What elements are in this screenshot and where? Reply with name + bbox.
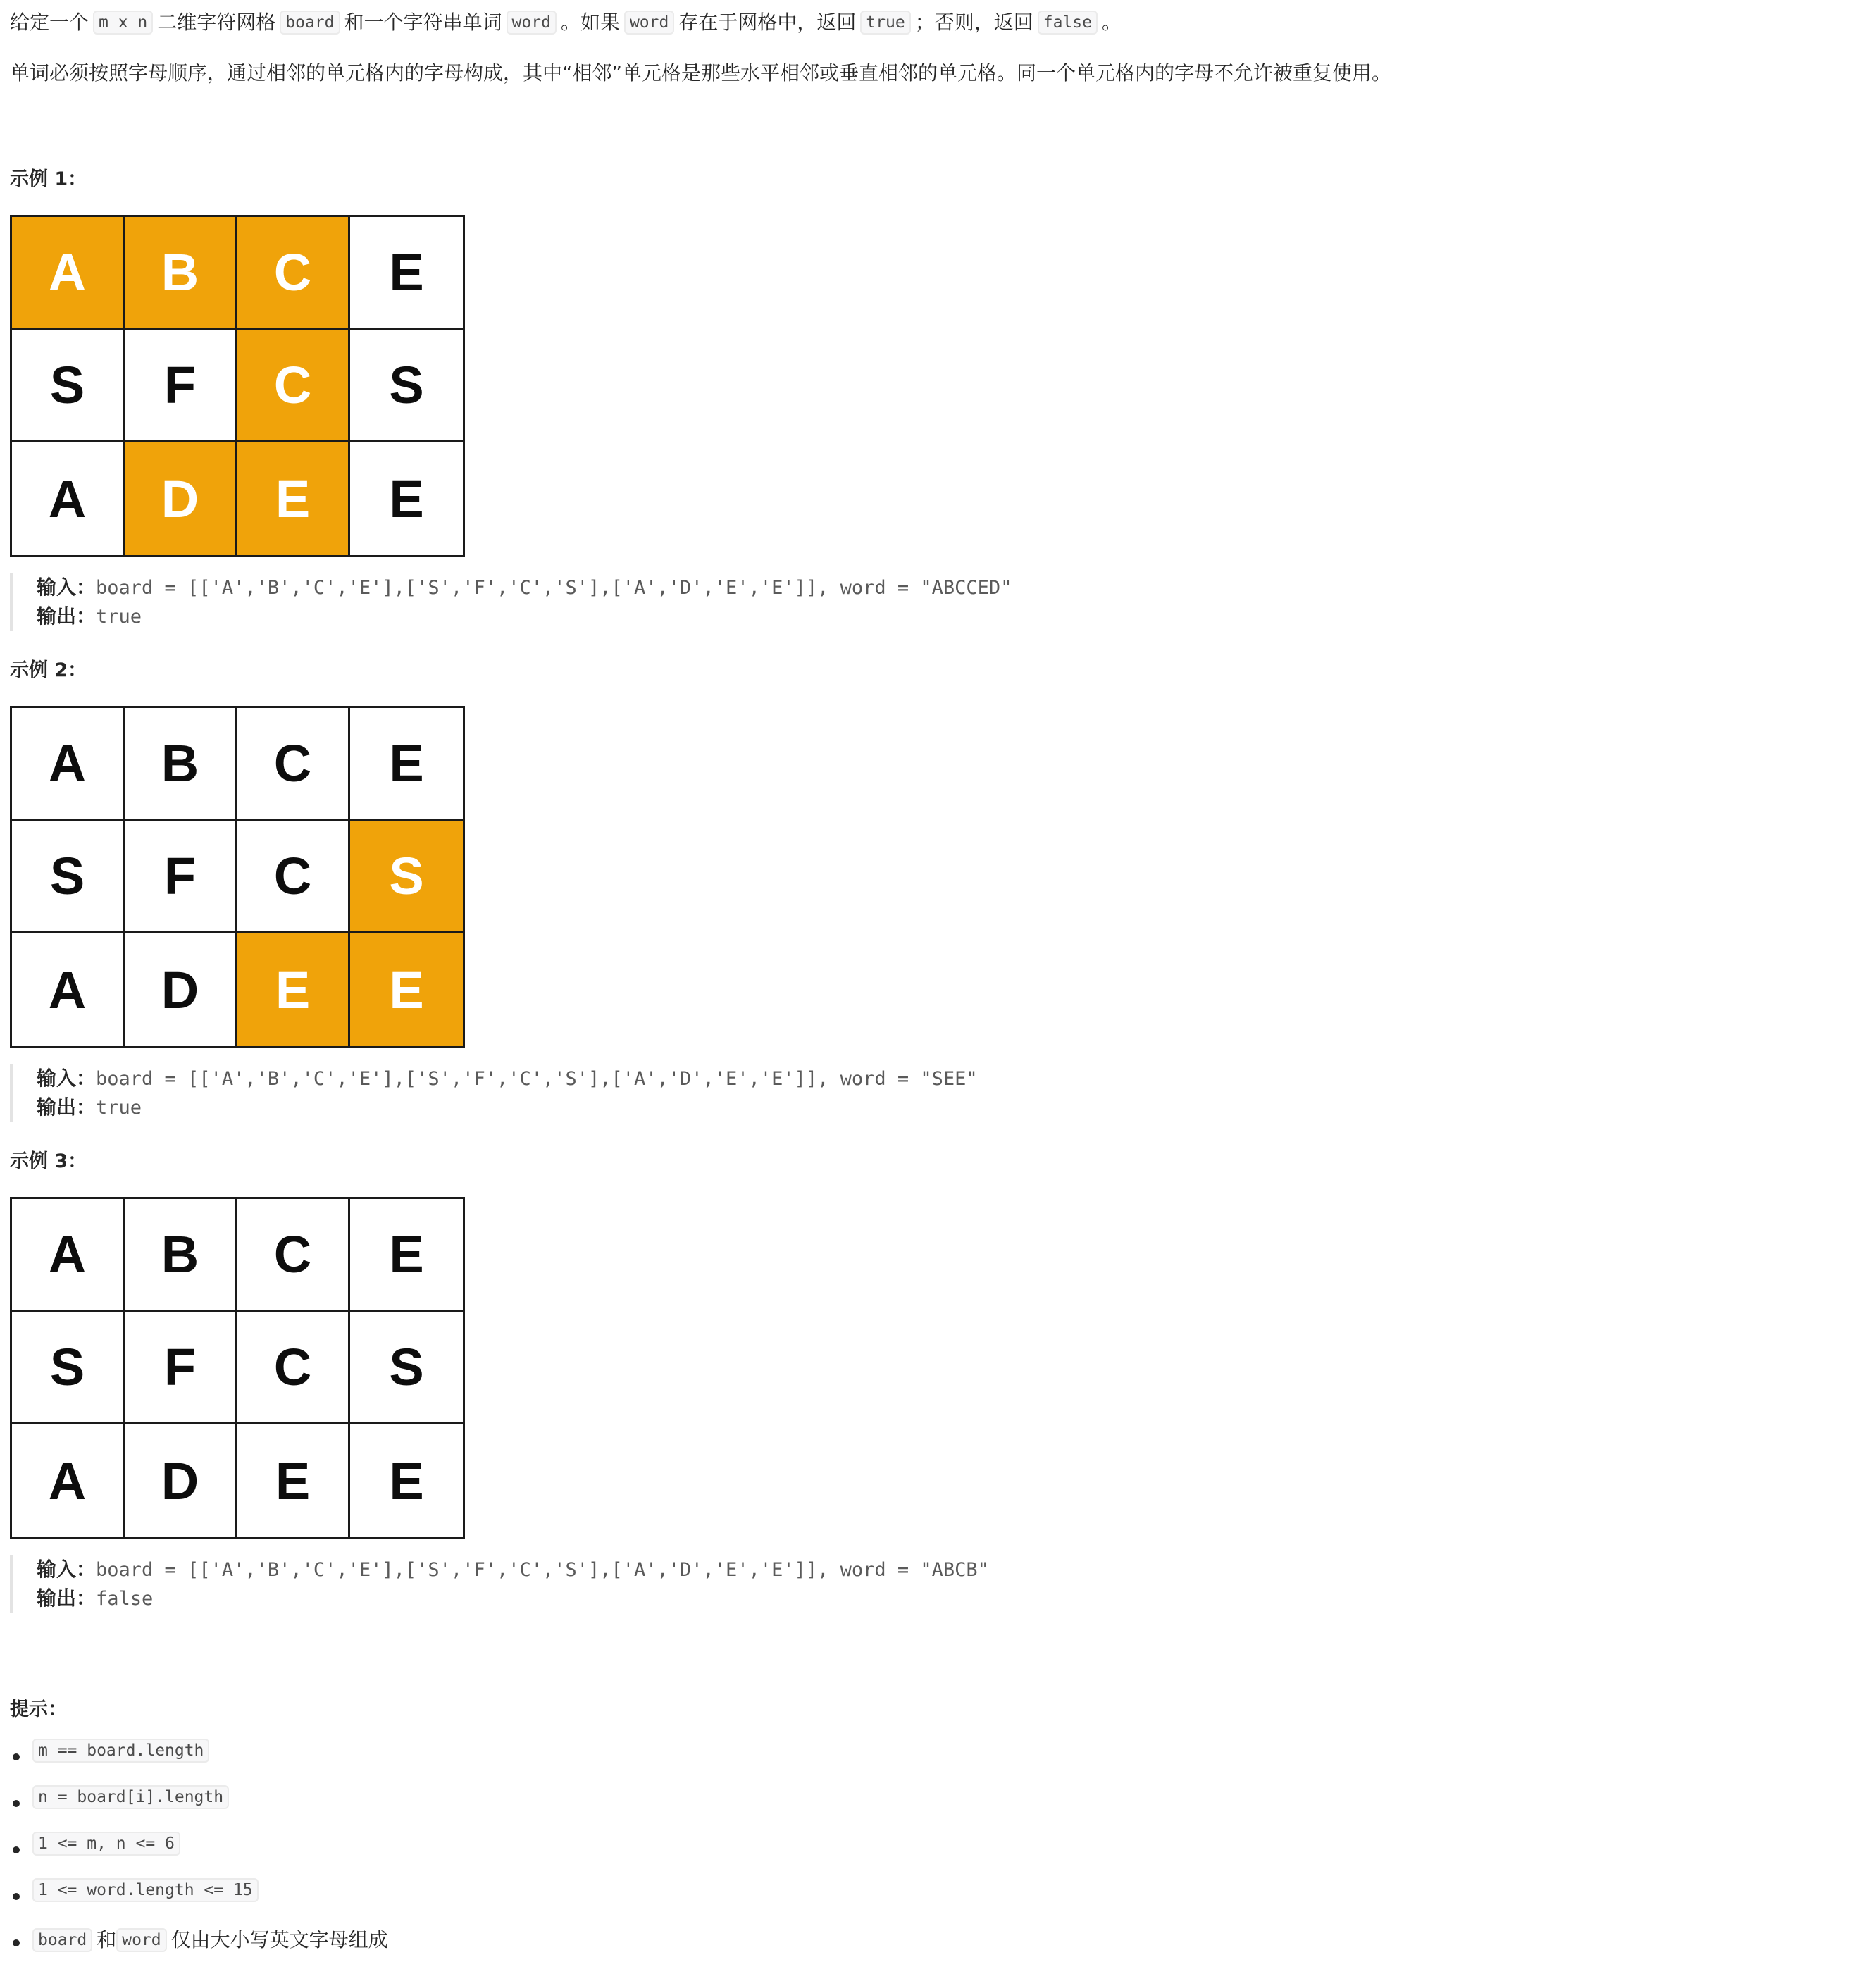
input-label: 输入：	[37, 1558, 97, 1581]
constraint-item	[10, 1785, 388, 1832]
example-2-title: 示例 2：	[10, 659, 87, 681]
inline-code: board	[32, 1928, 92, 1952]
board-cell: C	[237, 217, 350, 330]
board-cell: A	[12, 708, 125, 821]
input-value: board = [['A','B','C','E'],['S','F','C','S'],['A','D','E','E']], word = "ABCCED"	[96, 577, 1012, 599]
inline-text: ；否则，返回	[914, 11, 1033, 34]
inline-text: 仅由大小写英文字母组成	[170, 1928, 388, 1951]
constraint-item	[10, 1832, 388, 1878]
example-3-io	[10, 1555, 989, 1613]
board-cell: E	[350, 933, 463, 1046]
board-cell: S	[350, 330, 463, 442]
example-1-board	[10, 215, 465, 557]
board-cell: C	[237, 1312, 350, 1424]
inline-code: m == board.length	[32, 1739, 209, 1763]
board-cell: S	[12, 821, 125, 933]
board-cell: B	[125, 708, 237, 821]
board-cell: E	[350, 1424, 463, 1537]
hints-title: 提示：	[10, 1699, 67, 1720]
adjacency-paragraph: 单词必须按照字母顺序，通过相邻的单元格内的字母构成，其中“相邻”单元格是那些水平相邻或垂直相邻的单元格。同一个单元格内的字母不允许被重复使用。	[10, 61, 1392, 85]
inline-code: board	[280, 11, 340, 35]
intro-paragraph	[10, 8, 1122, 37]
example-3-board	[10, 1197, 465, 1539]
board-cell: E	[237, 1424, 350, 1537]
example-2-io	[10, 1064, 978, 1122]
inline-code: false	[1038, 11, 1098, 35]
board-cell: E	[237, 933, 350, 1046]
output-label: 输出：	[37, 1095, 97, 1119]
board-cell: S	[12, 1312, 125, 1424]
inline-code: 1 <= m, n <= 6	[32, 1832, 180, 1856]
inline-text: 。如果	[560, 11, 620, 34]
inline-text: 存在于网格中，返回	[678, 11, 857, 34]
inline-code: n = board[i].length	[32, 1785, 229, 1809]
board-cell: E	[237, 442, 350, 555]
board-cell: C	[237, 708, 350, 821]
board-cell: A	[12, 1424, 125, 1537]
constraints-list	[10, 1739, 388, 1971]
inline-text: 和一个字符串单词	[344, 11, 502, 34]
example-1-title: 示例 1：	[10, 168, 87, 190]
inline-code: word	[507, 11, 557, 35]
board-cell: C	[237, 821, 350, 933]
board-cell: D	[125, 1424, 237, 1537]
board-cell: F	[125, 330, 237, 442]
board-cell: C	[237, 1199, 350, 1312]
board-cell: B	[125, 1199, 237, 1312]
constraint-item	[10, 1739, 388, 1785]
output-value: false	[96, 1588, 154, 1610]
board-cell: S	[350, 1312, 463, 1424]
board-cell: B	[125, 217, 237, 330]
input-label: 输入：	[37, 1067, 97, 1090]
board-cell: S	[12, 330, 125, 442]
inline-text: 二维字符网格	[157, 11, 276, 34]
board-cell: D	[125, 442, 237, 555]
board-cell: A	[12, 217, 125, 330]
inline-text: 和	[97, 1928, 117, 1951]
board-cell: E	[350, 217, 463, 330]
example-3-title: 示例 3：	[10, 1150, 87, 1172]
board-cell: A	[12, 442, 125, 555]
inline-text: 。	[1102, 11, 1122, 34]
example-2-board	[10, 706, 465, 1048]
inline-code: word	[624, 11, 674, 35]
constraint-item	[10, 1925, 388, 1971]
board-cell: E	[350, 1199, 463, 1312]
inline-code: word	[116, 1928, 166, 1952]
output-label: 输出：	[37, 1586, 97, 1610]
board-cell: A	[12, 1199, 125, 1312]
board-cell: F	[125, 821, 237, 933]
output-value: true	[96, 1097, 142, 1119]
board-cell: E	[350, 708, 463, 821]
input-value: board = [['A','B','C','E'],['S','F','C','S'],['A','D','E','E']], word = "SEE"	[96, 1068, 978, 1090]
inline-code: m x n	[93, 11, 153, 35]
board-cell: A	[12, 933, 125, 1046]
board-cell: E	[350, 442, 463, 555]
input-value: board = [['A','B','C','E'],['S','F','C','S'],['A','D','E','E']], word = "ABCB"	[96, 1559, 989, 1581]
inline-text: 给定一个	[10, 11, 89, 34]
inline-code: 1 <= word.length <= 15	[32, 1878, 259, 1902]
input-label: 输入：	[37, 576, 97, 599]
board-cell: D	[125, 933, 237, 1046]
inline-code: true	[860, 11, 910, 35]
constraint-item	[10, 1878, 388, 1925]
board-cell: S	[350, 821, 463, 933]
output-label: 输出：	[37, 604, 97, 628]
example-1-io	[10, 573, 1012, 631]
board-cell: C	[237, 330, 350, 442]
output-value: true	[96, 606, 142, 628]
board-cell: F	[125, 1312, 237, 1424]
